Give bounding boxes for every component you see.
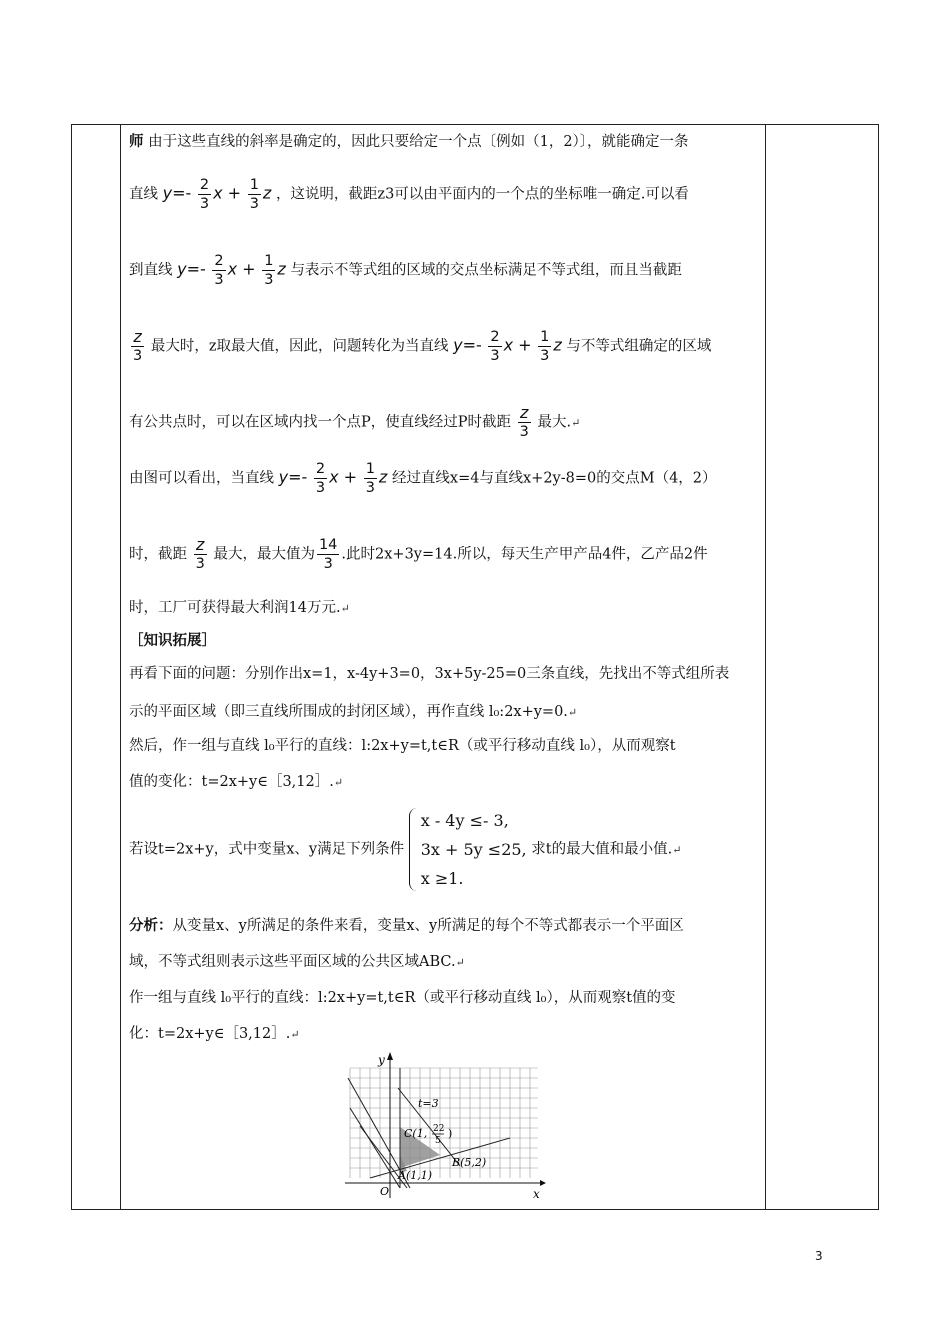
y-axis-arrow xyxy=(387,1052,393,1060)
fraction: $\frac{z}{3}$ xyxy=(519,403,529,440)
fraction: $\frac{1}{3}$ xyxy=(540,329,550,364)
paragraph-13: 若设t=2x+y，式中变量x、y满足下列条件 x - 4y ≤- 3, 3x + 5y ≤25, x ≥1. 求t的最大值和最小值.↵ xyxy=(129,806,681,893)
fraction: $\frac{2}{3}$ xyxy=(214,253,224,288)
fraction: $\frac{2}{3}$ xyxy=(199,177,210,212)
paragraph-2: 直线 y=- $\frac{2}{3}$ x + $\frac{1}{3}$ z ，这说明，截距z3可以由平面内的一个点的坐标唯一确定.可以看 xyxy=(129,177,689,212)
paragraph-14: 分析：从变量x、y所满足的条件来看，变量x、y所满足的每个不等式都表示一个平面区 xyxy=(129,917,684,934)
y-axis-label: y xyxy=(378,1053,385,1067)
paragraph-9: 再看下面的问题：分别作出x=1，x-4y+3=0，3x+5y-25=0三条直线，先找出不等式组所表 xyxy=(129,666,730,682)
paragraph-6: 由图可以看出，当直线 y=- $\frac{2}{3}$ x + $\frac{1}{3}$ z 经过直线x=4与直线x+2y-8=0的交点M（4，2） xyxy=(129,461,717,496)
paragraph-15: 域，不等式组则表示这些平面区域的公共区域ABC.↵ xyxy=(129,954,465,970)
fraction: $\frac{1}{3}$ xyxy=(365,461,375,496)
point-c-label: C(1, xyxy=(404,1127,428,1140)
point-c-numerator: 22 xyxy=(433,1124,445,1134)
paragraph-1: 师 由于这些直线的斜率是确定的，因此只要给定一个点〔例如（1，2）〕，就能确定一条 xyxy=(129,133,689,150)
fraction: $\frac{2}{3}$ xyxy=(490,329,500,364)
fraction: $\frac{14}{3}$ xyxy=(318,537,338,572)
fraction: $\frac{z}{3}$ xyxy=(195,535,205,572)
inequality-system: x - 4y ≤- 3, 3x + 5y ≤25, x ≥1. xyxy=(409,806,527,893)
system-brace xyxy=(409,808,418,891)
paragraph-8: 时，工厂可获得最大利润14万元.↵ xyxy=(129,600,350,616)
paragraph-11: 然后，作一组与直线 l₀平行的直线：l:2x+y=t,t∈R（或平行移动直线 l₀），从而观察t xyxy=(129,738,676,754)
paragraph-10: 示的平面区域（即三直线所围成的封闭区域），再作直线 l₀:2x+y=0.↵ xyxy=(129,704,578,720)
t-line-label: t=3 xyxy=(418,1097,439,1110)
paragraph-4: $\frac{z}{3}$ 最大时，z取最大值，因此，问题转化为当直线 y=- $\frac{2}{3}$ x + $\frac{1}{3}$ z 与不等式组确定的区域 xyxy=(133,327,712,364)
x-axis-label: x xyxy=(533,1187,540,1200)
paragraph-16: 作一组与直线 l₀平行的直线：l:2x+y=t,t∈R（或平行移动直线 l₀），从而观察t值的变 xyxy=(129,990,676,1006)
fraction: $\frac{z}{3}$ xyxy=(133,327,143,364)
page-number: 3 xyxy=(815,1249,823,1263)
fraction: $\frac{1}{3}$ xyxy=(264,253,274,288)
column-divider-left xyxy=(120,125,121,1209)
column-divider-right xyxy=(765,125,766,1209)
paragraph-17: 化：t=2x+y∈［3,12］.↵ xyxy=(129,1026,300,1042)
origin-label: O xyxy=(380,1185,390,1198)
point-c-close: ) xyxy=(448,1127,453,1140)
teacher-label: 师 xyxy=(129,133,144,150)
x-axis-arrow xyxy=(540,1180,546,1186)
grid xyxy=(350,1068,538,1178)
paragraph-5: 有公共点时，可以在区域内找一个点P，使直线经过P时截距 $\frac{z}{3}$ 最大.↵ xyxy=(129,403,581,440)
fraction: $\frac{2}{3}$ xyxy=(315,461,326,496)
paragraph-12: 值的变化：t=2x+y∈［3,12］.↵ xyxy=(129,774,344,790)
feasible-region-figure xyxy=(340,1048,550,1200)
fraction: $\frac{1}{3}$ xyxy=(249,177,259,212)
point-c-denominator: 5 xyxy=(435,1136,441,1146)
analysis-label: 分析： xyxy=(129,917,173,934)
extension-title: ［知识拓展］ xyxy=(129,632,216,649)
point-a-label: A(1,1) xyxy=(398,1169,433,1182)
point-b-label: B(5,2) xyxy=(452,1156,487,1169)
paragraph-3: 到直线 y=- $\frac{2}{3}$ x + $\frac{1}{3}$ z 与表示不等式组的区域的交点坐标满足不等式组，而且当截距 xyxy=(129,253,682,288)
paragraph-7: 时，截距 $\frac{z}{3}$ 最大，最大值为 $\frac{14}{3}$ .此时2x+3y=14.所以，每天生产甲产品4件，乙产品2件 xyxy=(129,535,708,572)
